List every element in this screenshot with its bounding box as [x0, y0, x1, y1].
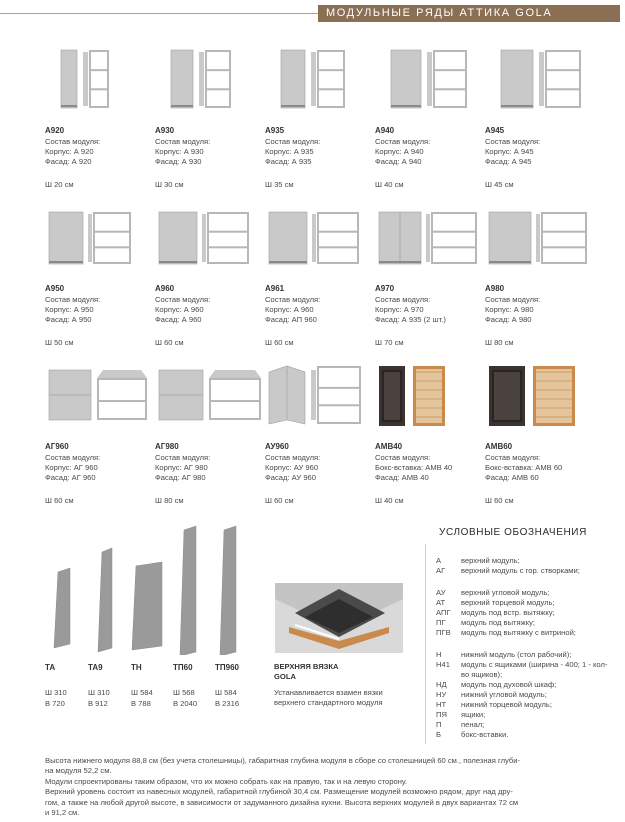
page-title: МОДУЛЬНЫЕ РЯДЫ АТТИКА GOLA: [326, 7, 553, 19]
module-code: АГ960: [45, 442, 69, 451]
legend-abbr: АТ: [436, 598, 446, 607]
legend-desc: нижний угловой модуль;: [461, 690, 547, 699]
module-image: [485, 364, 593, 436]
module-card: [45, 206, 153, 347]
module-spec-line: Корпус: А 930: [155, 147, 204, 157]
module-width: Ш 80 см: [485, 338, 514, 347]
module-image: [265, 48, 373, 120]
module-spec-line: Корпус: А 960: [155, 305, 204, 315]
panel-dimensions: Ш 584 В 2316: [215, 688, 240, 708]
module-spec-line: Состав модуля:: [265, 453, 321, 462]
module-width: Ш 60 см: [155, 338, 184, 347]
module-card: [155, 206, 263, 347]
legend-desc: нижний торцевой модуль;: [461, 700, 552, 709]
panel-code: ТА: [45, 663, 56, 672]
module-image: [45, 364, 153, 436]
module-spec-line: Корпус: А 980: [485, 305, 534, 315]
module-card: [155, 364, 263, 505]
module-image: [265, 364, 373, 436]
footer-line: Модули спроектированы таким образом, что их можно собрать как на правую, так и на левую сторону.: [45, 776, 408, 786]
legend-abbr: П: [436, 720, 442, 729]
module-image: [45, 48, 153, 120]
module-spec-line: Бокс-вставка: АМВ 40: [375, 463, 453, 473]
module-spec-line: Состав модуля:: [155, 137, 211, 146]
module-image: [375, 48, 483, 120]
legend-abbr: ПГВ: [436, 628, 451, 637]
gola-title: ВЕРХНЯЯ ВЯЗКА GOLA: [274, 662, 339, 681]
module-spec-line: Корпус: АУ 960: [265, 463, 319, 473]
legend-abbr: Н41: [436, 660, 450, 669]
module-code: А950: [45, 284, 65, 293]
module-spec-line: Фасад: А 980: [485, 315, 532, 325]
module-spec-line: Фасад: А 950: [45, 315, 92, 325]
panel-dimensions: Ш 310 В 720: [45, 688, 67, 708]
module-spec-line: Фасад: А 935 (2 шт.): [375, 315, 446, 325]
panel-dimensions: Ш 310 В 912: [88, 688, 110, 708]
legend-desc: верхний модуль;: [461, 556, 520, 565]
legend-abbr: НУ: [436, 690, 447, 699]
module-spec-line: Состав модуля:: [485, 453, 541, 462]
module-spec-line: Корпус: А 935: [265, 147, 314, 157]
module-width: Ш 60 см: [45, 496, 74, 505]
module-image: [45, 206, 153, 278]
footer-line: на модуля 52,2 см.: [45, 766, 112, 776]
module-card: [265, 206, 373, 347]
module-code: А961: [265, 284, 285, 293]
module-spec-line: Состав модуля:: [155, 295, 211, 304]
module-spec-line: Фасад: АГ 960: [45, 473, 96, 483]
module-card: [155, 48, 263, 189]
legend-abbr: АУ: [436, 588, 446, 597]
legend-desc: ящики;: [461, 710, 486, 719]
legend-abbr: Н: [436, 650, 442, 659]
module-spec-line: Состав модуля:: [45, 137, 101, 146]
module-image: [375, 206, 483, 278]
legend-abbr: Б: [436, 730, 441, 739]
legend-desc: модуль под вытяжку с витриной;: [461, 628, 576, 637]
module-code: А940: [375, 126, 395, 135]
module-spec-line: Фасад: АП 960: [265, 315, 317, 325]
module-card: [265, 364, 373, 505]
module-width: Ш 35 см: [265, 180, 294, 189]
panel-code: ТП960: [215, 663, 239, 672]
module-code: А930: [155, 126, 175, 135]
legend-desc: верхний угловой модуль;: [461, 588, 550, 597]
panel-shape: [54, 568, 70, 648]
module-image: [265, 206, 373, 278]
module-width: Ш 70 см: [375, 338, 404, 347]
module-width: Ш 20 см: [45, 180, 74, 189]
module-spec-line: Корпус: А 960: [265, 305, 314, 315]
module-code: А970: [375, 284, 395, 293]
module-spec-line: Корпус: А 950: [45, 305, 94, 315]
legend-desc: пенал;: [461, 720, 485, 729]
module-card: [375, 206, 483, 347]
module-spec-line: Фасад: АМВ 60: [485, 473, 539, 483]
module-card: [45, 364, 153, 505]
legend-divider: [425, 544, 426, 744]
panel-shape: [132, 562, 162, 650]
module-image: [155, 206, 263, 278]
legend-abbr: АГ: [436, 566, 446, 575]
module-spec-line: Фасад: АУ 960: [265, 473, 317, 483]
legend-title: УСЛОВНЫЕ ОБОЗНАЧЕНИЯ: [439, 527, 587, 538]
module-spec-line: Состав модуля:: [45, 453, 101, 462]
module-width: Ш 50 см: [45, 338, 74, 347]
module-code: А935: [265, 126, 285, 135]
module-card: [485, 48, 593, 189]
module-card: [265, 48, 373, 189]
module-code: А960: [155, 284, 175, 293]
module-image: [155, 48, 263, 120]
panel-images: [0, 525, 260, 655]
module-spec-line: Фасад: А 920: [45, 157, 92, 167]
panel-dimensions: Ш 568 В 2040: [173, 688, 198, 708]
module-spec-line: Состав модуля:: [375, 453, 431, 462]
module-card: [485, 206, 593, 347]
module-width: Ш 60 см: [485, 496, 514, 505]
module-spec-line: Состав модуля:: [485, 137, 541, 146]
module-code: АГ980: [155, 442, 179, 451]
module-code: АМВ40: [375, 442, 403, 451]
panel-shape: [220, 526, 236, 655]
legend-abbr: НД: [436, 680, 447, 689]
module-image: [485, 206, 593, 278]
module-spec-line: Фасад: А 935: [265, 157, 312, 167]
module-spec-line: Корпус: А 945: [485, 147, 534, 157]
module-spec-line: Фасад: А 930: [155, 157, 202, 167]
header-rule: [0, 13, 318, 14]
legend-desc: модуль под встр. вытяжку;: [461, 608, 555, 617]
module-spec-line: Фасад: АМВ 40: [375, 473, 429, 483]
panel-dimensions: Ш 584 В 788: [131, 688, 153, 708]
module-image: [375, 364, 483, 436]
panel-code: ТА9: [88, 663, 103, 672]
module-width: Ш 60 см: [265, 338, 294, 347]
module-card: [45, 48, 153, 189]
legend-desc: верхний торцевой модуль;: [461, 598, 555, 607]
legend-abbr: АПГ: [436, 608, 451, 617]
module-spec-line: Фасад: А 940: [375, 157, 422, 167]
legend-abbr: НТ: [436, 700, 447, 709]
panel-code: ТН: [131, 663, 142, 672]
module-spec-line: Корпус: АГ 980: [155, 463, 208, 473]
module-card: [485, 364, 593, 505]
module-width: Ш 40 см: [375, 496, 404, 505]
module-code: А980: [485, 284, 505, 293]
footer-line: и 91,2 см.: [45, 808, 80, 818]
legend-abbr: ПГ: [436, 618, 446, 627]
panel-shape: [98, 548, 112, 652]
module-width: Ш 30 см: [155, 180, 184, 189]
module-spec-line: Состав модуля:: [45, 295, 101, 304]
module-spec-line: Корпус: А 940: [375, 147, 424, 157]
legend-desc: модуль под духовой шкаф;: [461, 680, 557, 689]
module-spec-line: Фасад: А 945: [485, 157, 532, 167]
module-width: Ш 60 см: [265, 496, 294, 505]
legend-abbr: ПЯ: [436, 710, 447, 719]
module-spec-line: Корпус: А 970: [375, 305, 424, 315]
panel-shape: [180, 526, 196, 655]
module-spec-line: Состав модуля:: [375, 295, 431, 304]
footer-notes: [45, 756, 605, 818]
module-image: [155, 364, 263, 436]
module-spec-line: Состав модуля:: [485, 295, 541, 304]
legend-desc: верхний модуль с гор. створками;: [461, 566, 580, 575]
header-bar: [318, 5, 620, 22]
module-width: Ш 80 см: [155, 496, 184, 505]
module-card: [375, 48, 483, 189]
module-code: А945: [485, 126, 505, 135]
module-spec-line: Фасад: АГ 980: [155, 473, 206, 483]
module-code: АУ960: [265, 442, 289, 451]
legend-desc: модуль с ящиками (ширина - 400; 1 - кол-во ящиков);: [461, 660, 608, 679]
module-spec-line: Состав модуля:: [265, 295, 321, 304]
module-spec-line: Состав модуля:: [155, 453, 211, 462]
legend-desc: нижний модуль (стол рабочий);: [461, 650, 572, 659]
footer-line: Высота нижнего модуля 88,8 см (без учета столешницы), габаритная глубина модуля в сборе со столешницей 60 см., полезная глуби-: [45, 756, 521, 765]
module-width: Ш 45 см: [485, 180, 514, 189]
module-spec-line: Бокс-вставка: АМВ 60: [485, 463, 563, 473]
legend-abbr: А: [436, 556, 442, 565]
module-spec-line: Состав модуля:: [265, 137, 321, 146]
legend-desc: бокс-вставки.: [461, 730, 509, 739]
legend-desc: модуль под вытяжку;: [461, 618, 536, 627]
module-code: АМВ60: [485, 442, 513, 451]
module-code: А920: [45, 126, 65, 135]
module-width: Ш 40 см: [375, 180, 404, 189]
panel-code: ТП60: [173, 663, 193, 672]
module-card: [375, 364, 483, 505]
module-spec-line: Корпус: А 920: [45, 147, 94, 157]
gola-profile-image: [275, 583, 403, 653]
footer-line: Верхний уровень состоит из навесных модулей, габаритной глубиной 30,4 см. Размещение модулей возможно рядом, друг над дру-: [45, 787, 513, 797]
footer-line: гом, а также на любой другой высоте, в зависимости от задуманного дизайна кухни. Высота верхних модулей в двух вариантах 72 см: [45, 797, 519, 807]
gola-description: Устанавливается взамен вязки верхнего стандартного модуля: [274, 688, 383, 708]
module-spec-line: Корпус: АГ 960: [45, 463, 98, 473]
module-spec-line: Состав модуля:: [375, 137, 431, 146]
module-spec-line: Фасад: А 960: [155, 315, 202, 325]
module-image: [485, 48, 593, 120]
